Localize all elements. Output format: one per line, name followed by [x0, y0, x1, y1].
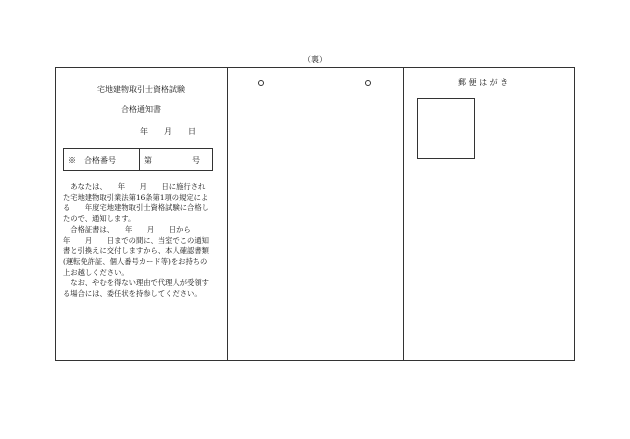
body-line: る場合には、委任状を持参してください。	[63, 289, 202, 299]
certificate-number-value: 第 号	[144, 156, 200, 165]
notice-body	[63, 182, 223, 300]
body-line: 合格証書は、 年 月 日から	[63, 224, 191, 234]
body-line: 上お越しください。	[63, 267, 129, 277]
postcard-label: 郵 便 は が き	[458, 78, 509, 87]
document-title: 宅地建物取引士資格試験	[97, 85, 185, 94]
certificate-number-box	[63, 148, 213, 171]
body-line: なお、やむを得ない理由で代理人が受領す	[63, 278, 209, 288]
body-line: たので、通知します。	[63, 214, 136, 224]
body-line: 年 月 日までの間に、当室でこの通知	[63, 235, 209, 245]
panel-divider-right	[403, 68, 404, 360]
punch-hole-circle-icon	[258, 80, 264, 86]
body-line: る 年度宅地建物取引士資格試験に合格し	[63, 203, 209, 213]
body-line: (運転免許証、個人番号カード等)をお持ちの	[63, 256, 208, 266]
certificate-number-label: ※ 合格番号	[68, 156, 116, 165]
side-label: （裏）	[303, 55, 327, 64]
punch-hole-circle-icon	[365, 80, 371, 86]
document-subtitle: 合格通知書	[121, 105, 161, 114]
stamp-area-box	[417, 98, 475, 159]
body-line: あなたは、 年 月 日に施行され	[63, 182, 206, 191]
body-line: た宅地建物取引業法第16条第1項の規定によ	[63, 192, 209, 202]
issue-date-line: 年 月 日	[140, 127, 196, 136]
body-line: 書と引換えに交付しますから、本人確認書類	[63, 246, 209, 256]
panel-divider-left	[227, 68, 228, 360]
certificate-box-divider	[139, 149, 140, 170]
